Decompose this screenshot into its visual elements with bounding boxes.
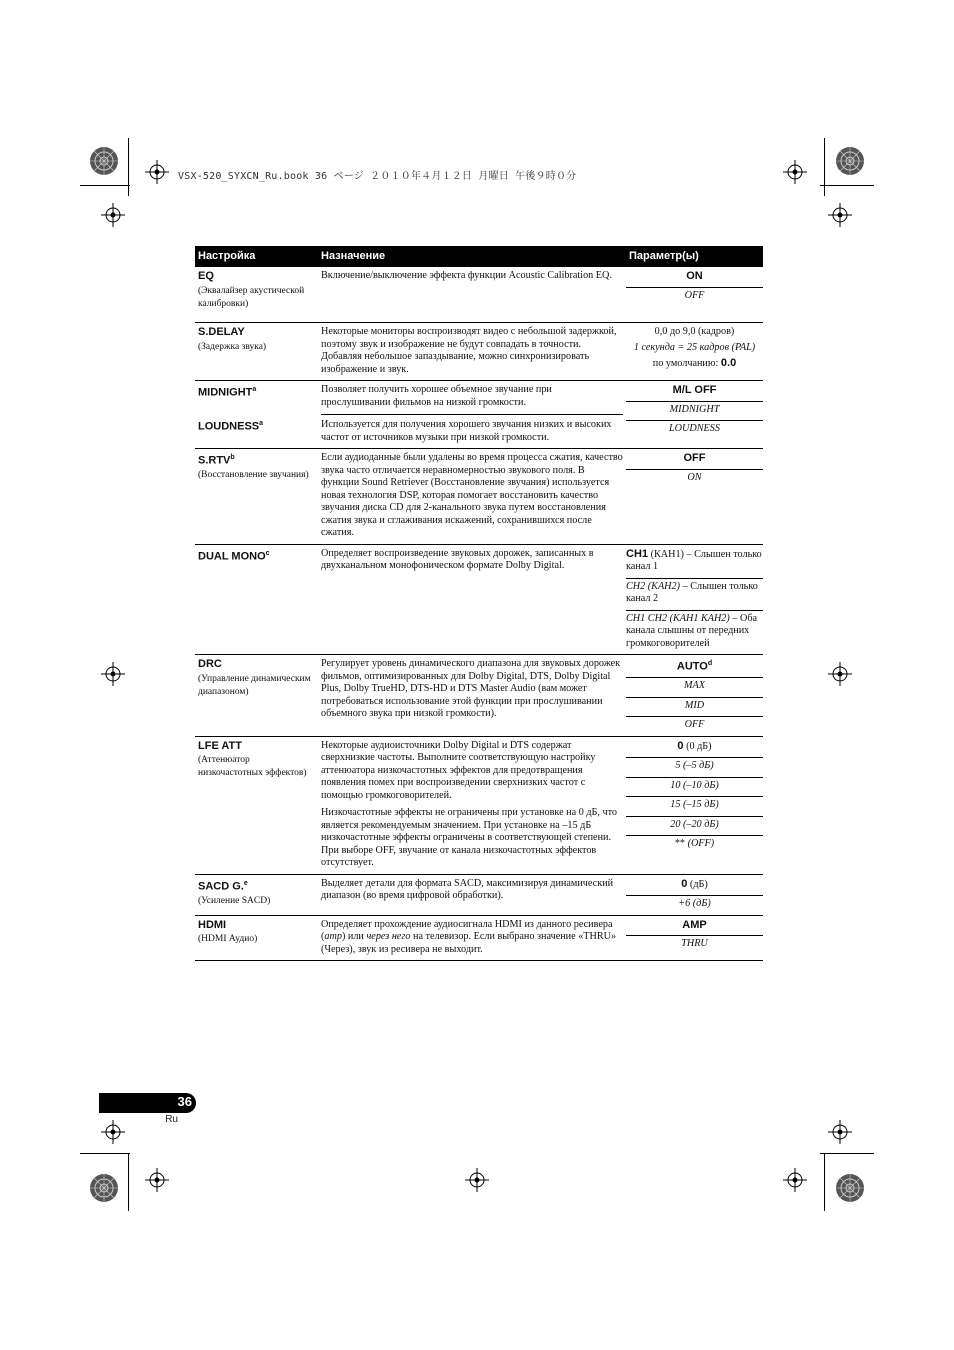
param-option: ** (OFF) [674,838,715,850]
setting-subname: (Аттенюатор низкочастотных эффектов) [198,755,307,779]
param-option: MAX [626,678,763,698]
param-option: THRU [681,938,708,950]
registration-wheel-icon [835,146,865,176]
param-option: AUTO$^d$ [626,655,763,678]
param-option: 15 (–15 дБ) [626,797,763,817]
param-option: OFF [684,289,705,301]
crosshair-icon [101,1120,125,1144]
param-option: AMP [626,916,763,937]
setting-name: SACD G.$^e$ [198,879,248,893]
crosshair-icon [145,1168,169,1192]
setting-description: Некоторые мониторы воспроизводят видео с небольшой задержкой, поэтому звук и изображение не будут совпадать в точности. Добавляя небольшое запаздывание, можно синхронизировать изображение и звук. [318,323,626,381]
setting-name: MIDNIGHT$^a$ [198,386,257,399]
book-header: VSX-520_SYXCN_Ru.book 36 ページ ２０１０年４月１２日 月曜日 午後９時０分 [178,171,577,182]
setting-description: Если аудиоданные были удалены во время процесса сжатия, качество звука часто отличается неравномерностью звукового поля. В функции Sound Retriever (Восстановление звучания) используется новая технология DSP, которая помогает восстановить качество звучания диска CD для 2-канального звука путем восстановления сжатия звука и сглаживания искажений, сохранившихся после сжатия. [318,449,626,545]
param-default-value: 0.0 [720,357,737,369]
param-option: +6 (дБ) [678,898,711,910]
column-header: Настройка [195,246,318,267]
registration-wheel-icon [89,146,119,176]
setting-subname: (Эквалайзер акустической калибровки) [198,285,305,309]
setting-name: HDMI [198,918,227,931]
param-option: M/L OFF [626,381,763,402]
param-range: 0,0 до 9,0 (кадров) [654,326,735,337]
param-option: 20 (–20 дБ) [626,817,763,837]
param-option: MIDNIGHT [626,402,763,422]
registration-wheel-icon [835,1173,865,1203]
setting-subname: (Восстановление звучания) [198,470,309,481]
setting-description: Определяет прохождение аудиосигнала HDMI из данного ресивера (amp) или через него на телевизор. Если выбрано значение «THRU» (Через), звук из ресивера не выходит. [318,915,626,961]
param-option: 10 (–10 дБ) [626,778,763,798]
page-language: Ru [165,1114,178,1125]
crosshair-icon [465,1168,489,1192]
param-default-label: по умолчанию: [652,358,721,369]
crosshair-icon [828,203,852,227]
param-option: 0 (дБ) [626,875,763,897]
table-row [195,323,763,381]
param-option: OFF [626,449,763,470]
crosshair-icon [828,1120,852,1144]
setting-name: EQ [198,270,214,282]
setting-name: DRC [198,658,222,670]
setting-name: LFE ATT [198,739,242,752]
table-row [195,915,763,961]
crosshair-icon [828,662,852,686]
param-option: MID [626,698,763,718]
setting-description: Выделяет детали для формата SACD, максимизируя динамический диапазон (во время цифровой обработки). [318,874,626,915]
setting-description: Определяет воспроизведение звуковых дорожек, записанных в двухканальном монофоническом формате Dolby Digital. [318,544,626,655]
setting-description: Используется для получения хорошего звучания низких и высоких частот от источников музыки при низкой громкости. [321,419,612,443]
param-option: ON [626,267,763,288]
setting-subname: (Задержка звука) [198,341,267,352]
table-header-row [195,246,763,267]
param-option: OFF [684,719,705,731]
column-header: Назначение [318,246,626,267]
table-row [195,449,763,545]
setting-description: Регулирует уровень динамического диапазона для звуковых дорожек фильмов, оптимизированных для Dolby Digital, DTS, Dolby Digital Plus, Dolby TrueHD, DTS-HD и DTS Master Audio (вам может потребоваться использование этой функции при прослушивании объемного звука при низкой громкости). [318,655,626,737]
setting-description: Низкочастотные эффекты не ограничены при установке на 0 дБ, что является рекомендуемым значением. При установке на –15 дБ низкочастотные эффекты ограничены в соответствующей степени. При выборе OFF, звучание от канала низкочастотных эффектов отсутствует. [321,807,617,869]
setting-description: Некоторые аудиоисточники Dolby Digital и DTS содержат сверхнизкие частоты. Выполните соответствующую настройку аттенюатора низкочастотных эффектов для предотвращения появления помех при воспроизведении сверхнизких частот с помощью громкоговорителей. [321,739,596,801]
param-option: 5 (–5 дБ) [626,758,763,778]
param-note: 1 секунда = 25 кадров (PAL) [633,341,756,353]
crosshair-icon [783,160,807,184]
table-row [195,544,763,655]
param-option: CH2 (КАН2) – Слышен только канал 2 [626,579,763,611]
param-option: LOUDNESS [669,423,720,434]
table-row [195,874,763,915]
param-option: ON [687,471,702,483]
setting-subname: (Усиление SACD) [198,895,271,906]
crosshair-icon [101,662,125,686]
setting-name: S.RTV$^b$ [198,454,235,467]
column-header: Параметр(ы) [626,246,763,267]
setting-description: Позволяет получить хорошее объемное звучание при прослушивании фильмов на низкой громкости. [321,384,623,415]
setting-name: S.DELAY [198,326,245,338]
setting-name: DUAL MONO$^c$ [198,549,270,563]
setting-subname: (Управление динамическим диапазоном) [198,673,311,697]
crosshair-icon [783,1168,807,1192]
param-option: CH1 CH2 (КАН1 КАН2) – Оба канала слышны от передних громкоговорителей [626,612,758,649]
crosshair-icon [101,203,125,227]
table-row [195,267,763,323]
page-number: 36 [177,1094,192,1109]
setting-name: LOUDNESS$^a$ [198,420,264,433]
param-option: 0 (0 дБ) [626,737,763,759]
setting-description: Включение/выключение эффекта функции Acoustic Calibration EQ. [321,270,612,281]
crosshair-icon [145,160,169,184]
table-row [195,655,763,737]
registration-wheel-icon [89,1173,119,1203]
param-option: CH1 (КАН1) – Слышен только канал 1 [626,545,763,579]
table-row [195,736,763,874]
param-default [629,357,760,371]
setting-subname: (HDMI Аудио) [198,934,258,945]
settings-table [195,246,763,961]
table-row [195,381,763,449]
